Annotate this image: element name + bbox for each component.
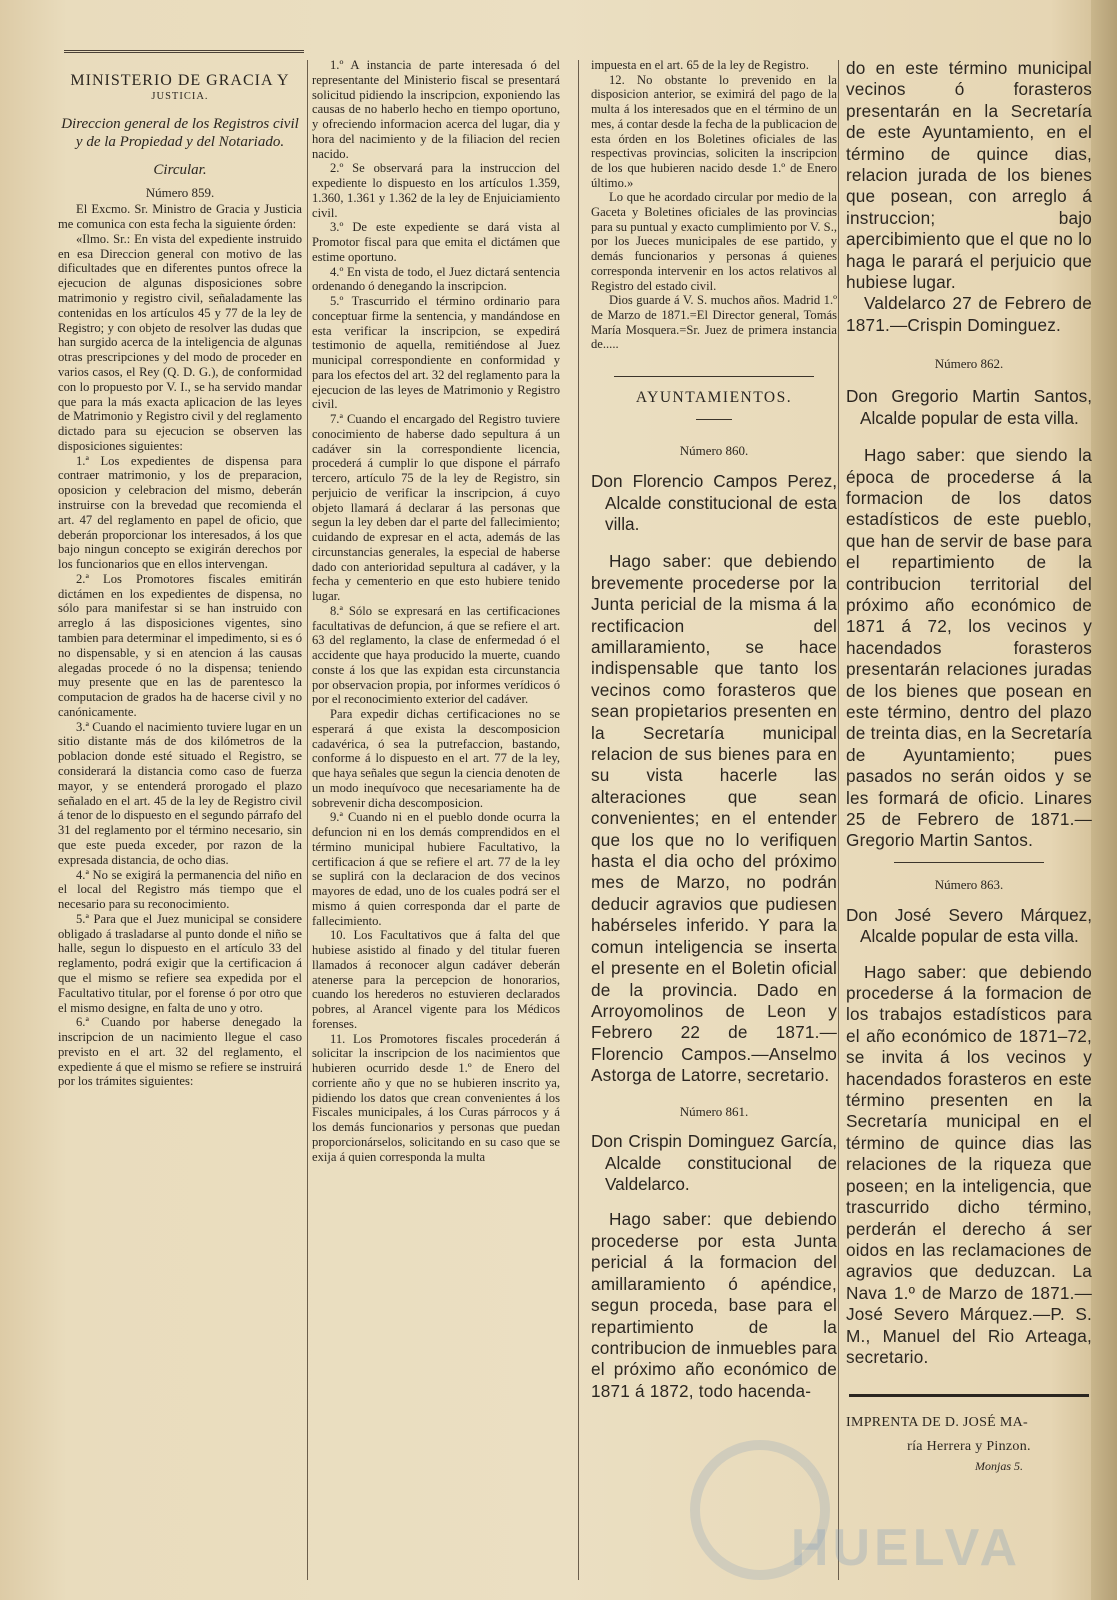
notice-title-861: Don Crispin Dominguez García, Alcalde constitucional de Valdelarco. [591, 1131, 837, 1195]
direccion-title: Direccion general de los Registros civil y de la Propiedad y del Notariado. [61, 115, 299, 150]
ministry-title: MINISTERIO DE GRACIA Y [70, 72, 290, 89]
notice-body-860: Hago saber: que debiendo brevemente procederse por la Junta pericial de la misma á la rectificacion del amillaramiento, se hace indispensable que tanto los vecinos como forasteros que sean propietarios presenten en la Secretaría municipal relacion de sus bienes para en su vista hacerle las alteraciones que sean convenientes; en el entender que los que no lo verifiquen hasta el dia ocho del próximo mes de Marzo, no podrán deducir agravios que pudiesen habérseles inferido. Y para la comun inteligencia se inserta el presente en el Boletin oficial de la provincia. Dado en Arroyomolinos de Leon y Febrero 22 de 1871.—Florencio Campos.—Anselmo Astorga de Latorre, secretario. [591, 551, 837, 1086]
paragraph: 1.º A instancia de parte interesada ó del representante del Ministerio fiscal se presentará solicitud pidiendo la inscripcion, exponiendo las causas de no haberlo hecho en tiempo oportuno, y ofreciendo informacion acerca del lugar, dia y hora del nacimiento y de la filiacion del recien nacido. [312, 58, 560, 161]
column-2 [312, 58, 560, 1164]
paragraph: 1.ª Los expedientes de dispensa para contraer matrimonio, y los de preparacion, oposicion y celebracion del mismo, deberán instruirse con la brevedad que recomienda el art. 47 del reglamento en papel de oficio, que deberán proporcionar los interesados, á los que bajo ningun concepto se exigirán derechos por los funcionarios que en ellos intervengan. [58, 453, 302, 572]
paragraph: 11. Los Promotores fiscales procederán á solicitar la inscripcion de los nacimientos que hubieren ocurrido desde 1.º de Enero del corriente año y que no se hubieren inscrito ya, pidiendo los datos que crean convenientes á los Fiscales municipales, á los Curas párrocos y á los demás funcionarios y personas que puedan proporcionárselos, solicitando en su caso que se exija á quien corresponda la multa [312, 1031, 560, 1164]
paragraph: 2.º Se observará para la instruccion del expediente lo dispuesto en los artículos 1.359, 1.360, 1.361 y 1.362 de la ley de Enjuiciamiento civil. [312, 161, 560, 220]
paragraph: 5.º Trascurrido el término ordinario para conceptuar firme la sentencia, y mandándose en esta verificar la inscripcion, se expedirá testimonio de aquella, remitiéndose al Juez municipal correspondiente en conformidad y para los efectos del art. 32 del reglamento para la ejecucion de las leyes de Matrimonio y Registro civil. [312, 294, 560, 412]
paragraph: 4.ª No se exigirá la permanencia del niño en el local del Registro más tiempo que el necesario para su reconocimiento. [58, 867, 302, 912]
paragraph: 2.ª Los Promotores fiscales emitirán dictámen en los expedientes de dispensa, no sólo para manifestar si se han instruido con arreglo á las disposiciones vigentes, sino tambien para determinar el impedimento, si es ó no dispensable, y si en atencion á las causas alegadas procede ó no la dispensa; teniendo muy presente que en las de parentesco la computacion de grados ha de hacerse civil y no canónicamente. [58, 571, 302, 719]
column-1 [58, 58, 302, 1089]
notice-body-861-cont: do en este término municipal vecinos ó forasteros presentarán en la Secretaría de este Ayuntamiento, en el término de quince dias, relacion jurada de los bienes que posean, con arreglo á instruccion; bajo apercibimiento que el que no lo haga le parará el perjuicio que hubiese lugar. [846, 58, 1092, 293]
circular-title: Circular. [153, 161, 207, 178]
paragraph: 8.ª Sólo se expresará en las certificaciones facultativas de defuncion, á que se refiere el art. 63 del reglamento, la clase de enfermedad ó el accidente que haya producido la muerte, cuando conste á los que las expidan esta circunstancia por observacion propia, por informes verídicos ó por el reconocimiento exterior del cadáver. [312, 603, 560, 707]
column-rule [307, 60, 308, 1580]
notice-sign-861: Valdelarco 27 de Febrero de 1871.—Crispin Dominguez. [846, 293, 1092, 335]
imprint-line-1: IMPRENTA DE D. JOSÉ MA- [846, 1415, 1028, 1431]
paragraph: Lo que he acordado circular por medio de la Gaceta y Boletines oficiales de las provincias para su puntual y exacto cumplimiento por V. S., por los Jueces municipales de ese partido, y demás funcionarios y personas á quienes corresponda intervenir en los actos relativos al Registro del estado civil. [591, 190, 837, 293]
paragraph: 7.ª Cuando el encargado del Registro tuviere conocimiento de haberse dado sepultura á un cadáver sin la correspondiente licencia, procederá á cumplir lo que dispone el párrafo tercero, artículo 75 de la ley de Registro, sin perjuicio de verificar la inscripcion, á cuyo objeto llamará á declarar á las personas que segun la ley deben dar el parte del fallecimiento; cuidando de expresar en el acta, además de las circunstancias generales, la especial de haberse dado con anterioridad sepultura al cadáver, y la fecha y cementerio en que esto hubiere tenido lugar. [312, 412, 560, 603]
paragraph: 9.ª Cuando ni en el pueblo donde ocurra la defuncion ni en los demás comprendidos en el término municipal hubiere Facultativo, la certificacion á que se refiere el art. 77 de la ley se suplirá con la declaracion de dos vecinos mayores de edad, uno de los cuales podrá ser el mismo á quien corresponda dar el parte de fallecimiento. [312, 810, 560, 928]
ministry-subtitle: JUSTICIA. [151, 91, 209, 102]
paragraph: 10. Los Facultativos que á falta del que hubiese asistido al finado y del titular fueren llamados á reconocer algun cadáver deberán atenerse para la percepcion de honorarios, cuando los herederos no estuvieren declarados pobres, al Arancel vigente para los Médicos forenses. [312, 928, 560, 1031]
notice-body-863: Hago saber: que debiendo procederse á la formacion de los trabajos estadísticos para el año económico de 1871–72, se invita á los vecinos y hacendados forasteros en este término presenten en la Secretaría municipal en el término de quince dias las relaciones de la riqueza que poseen; en la inteligencia, que trascurrido dicho término, perderán el derecho á ser oidos en las reclamaciones de agravios que deduzcan. La Nava 1.º de Marzo de 1871.—José Severo Márquez.—P. S. M., Manuel del Rio Arteaga, secretario. [846, 961, 1092, 1367]
page-edge [1091, 0, 1117, 1600]
column-4 [846, 58, 1092, 1474]
numero-862: Número 862. [934, 356, 1004, 372]
paragraph: 12. No obstante lo prevenido en la disposicion anterior, se eximirá del pago de la multa á los interesados que en el término de un mes, á contar desde la fecha de la publicacion de esta órden en los Boletines oficiales de las respectivas provincias, soliciten la inscripcion de los que hubieren nacido desde 1.º de Enero último.» [591, 72, 837, 190]
imprint-address: Monjas 5. [975, 1459, 1023, 1474]
notice-title-863: Don José Severo Márquez, Alcalde popular de esta villa. [846, 904, 1092, 947]
notice-body-861: Hago saber: que debiendo procederse por esta Junta pericial á la formacion del amillaramiento ó apéndice, segun proceda, base para el repartimiento de la contribucion de inmuebles para el próximo año económico de 1871 á 1872, todo hacenda- [591, 1209, 837, 1401]
paragraph: El Excmo. Sr. Ministro de Gracia y Justicia me comunica con esta fecha la siguiente órden: [58, 202, 302, 232]
notice-title-862: Don Gregorio Martin Santos, Alcalde popular de esta villa. [846, 386, 1092, 428]
paragraph: 4.º En vista de todo, el Juez dictará sentencia ordenando ó denegando la inscripcion. [312, 264, 560, 294]
paragraph: 5.ª Para que el Juez municipal se considere obligado á trasladarse al punto donde el niño se halle, segun lo dispuesto en el artículo 33 del reglamento, podrá exigir que la certificacion á que el mismo se refiere sea expedida por el Facultativo titular, por el forense ó por otro que el mismo designe, en falta de uno y otro. [58, 911, 302, 1015]
paragraph: 6.ª Cuando por haberse denegado la inscripcion de un nacimiento llegue el caso previsto en el art. 32 del reglamento, el expediente á que el mismo se refiere se instruirá por los trámites siguientes: [58, 1015, 302, 1089]
separator [849, 1394, 1089, 1397]
dash-separator [591, 412, 837, 427]
imprint-line-2: ría Herrera y Pinzon. [907, 1439, 1031, 1455]
section-ayuntamientos: AYUNTAMIENTOS. [635, 389, 793, 407]
notice-body-862: Hago saber: que siendo la época de procederse á la formacion de los datos estadísticos de este pueblo, que han de servir de base para el repartimiento de la contribucion territorial del próximo año económico de 1871 á 72, los vecinos y hacendados forasteros presentarán relaciones juradas de los bienes que posean en este término, dentro del plazo de treinta dias, en la Secretaría de Ayuntamiento; pues pasados no serán oidos y se les formará de oficio. Linares 25 de Febrero de 1871.—Gregorio Martin Santos. [846, 445, 1092, 851]
numero-860: Número 860. [679, 443, 749, 459]
separator [614, 376, 814, 377]
paragraph: 3.ª Cuando el nacimiento tuviere lugar en un sitio distante más de dos kilómetros de la poblacion donde esté situado el Registro, se considerará la distancia como caso de fuerza mayor, y se entenderá prorogado el plazo señalado en el art. 45 de la ley de Registro civil á tenor de lo dispuesto en el segundo párrafo del 31 del reglamento por el término necesario, sin que este pueda exceder, por razon de la expresada distancia, de ocho dias. [58, 719, 302, 867]
paragraph: «Ilmo. Sr.: En vista del expediente instruido en esa Direccion general con motivo de las dificultades que en diferentes puntos ofrece la ejecucion de algunas disposiciones sobre matrimonio y registro civil, señaladamente las contenidas en los artículos 45 y 77 de la ley de Registro; y con objeto de resolver las dudas que han surgido acerca de la inteligencia de algunas otras prescripciones y del modo de proceder en varios casos, el Rey (Q. D. G.), de conformidad con lo propuesto por V. I., se ha servido mandar que para la más exacta aplicacion de las leyes de Matrimonio y Registro civil y del reglamento dictado para su ejecucion se observen las disposiciones siguientes: [58, 231, 302, 453]
header-rule [64, 50, 304, 53]
column-rule [578, 60, 579, 1580]
numero-863: Número 863. [934, 876, 1004, 892]
paragraph: Dios guarde á V. S. muchos años. Madrid 1.º de Marzo de 1871.=El Director general, Tomás María Mosquera.=Sr. Juez de primera instancia de..... [591, 293, 837, 352]
notice-title-860: Don Florencio Campos Perez, Alcalde constitucional de esta villa. [591, 471, 837, 534]
column-3 [591, 58, 837, 1402]
separator [894, 862, 1044, 863]
paragraph: impuesta en el art. 65 de la ley de Registro. [591, 58, 809, 72]
paragraph: Para expedir dichas certificaciones no se esperará á que exista la descomposicion cadavérica, ó sea la putrefaccion, bastando, conforme á lo dispuesto en el art. 77 de la ley, que haya señales que segun la ciencia denoten de un modo inequívoco que necesariamente ha de sobrevenir dicha descomposicion. [312, 707, 560, 810]
numero-859: Número 859. [145, 184, 215, 200]
watermark: HUELVA [790, 1519, 1021, 1577]
paragraph: 3.º De este expediente se dará vista al Promotor fiscal para que emita el dictámen que estime oportuno. [312, 220, 560, 264]
column-rule [838, 60, 839, 1580]
numero-861: Número 861. [679, 1103, 749, 1119]
